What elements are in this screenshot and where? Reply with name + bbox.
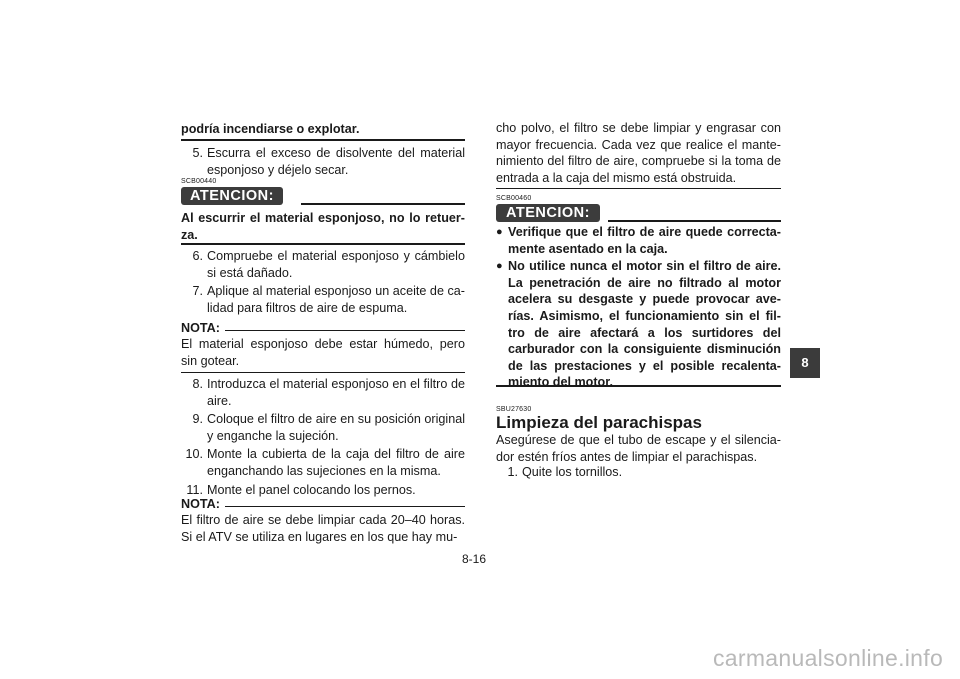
caution-code: SCB00460 <box>496 195 532 202</box>
note-label: NOTA: <box>181 321 220 335</box>
divider <box>496 188 781 189</box>
step-text: Monte la cubierta de la caja del filtro de aire enganchando las sujeciones en la misma. <box>207 447 465 478</box>
section-steps <box>496 464 781 483</box>
caution-rule <box>608 220 781 222</box>
step-number: 5. <box>192 146 203 160</box>
chapter-tab[interactable]: 8 <box>790 348 820 378</box>
step-text: Monte el panel colocando los pernos. <box>207 482 416 497</box>
step-text: Aplique al material esponjoso un aceite de ca-lidad para filtros de aire de espuma. <box>207 284 465 315</box>
note-text: El material esponjoso debe estar húmedo, pero sin gotear. <box>181 337 465 368</box>
caution-bullets <box>496 224 781 392</box>
bullet-text: Verifique que el filtro de aire quede correcta-mente asentado en la caja. <box>508 225 781 256</box>
step-text: Coloque el filtro de aire en su posición original y enganche la sujeción. <box>207 412 465 443</box>
step-number: 6. <box>192 249 203 263</box>
caution-text: Al escurrir el material esponjoso, no lo retuer-za. <box>181 211 465 242</box>
list-item <box>496 464 781 481</box>
bullet-icon: ● <box>496 226 503 238</box>
list-item <box>496 224 781 257</box>
watermark: carmanualsonline.info <box>713 645 944 671</box>
caution-rule <box>301 203 465 205</box>
note-text: El filtro de aire se debe limpiar cada 20–40 horas. Si el ATV se utiliza en lugares en los que hay mu- <box>181 513 465 544</box>
list-item <box>181 283 465 316</box>
note-rule <box>225 506 465 507</box>
list-item <box>181 446 465 479</box>
step-text: Introduzca el material esponjoso en el filtro de aire. <box>207 377 465 408</box>
step-text: Compruebe el material esponjoso y cámbielo si está dañado. <box>207 249 465 280</box>
caution-code: SCB00440 <box>181 178 217 185</box>
bullet-text: No utilice nunca el motor sin el filtro de aire. La penetración de aire no filtrado al motor acelera su desgaste y puede provocar ave-rías. Asimismo, el funcionamiento sin el fil-tro de aire afectará a los surtidores del carburador con la consiguiente disminución de las prestaciones y el posible recalenta-miento del motor. <box>508 259 781 390</box>
note-label: NOTA: <box>181 497 220 511</box>
step-number: 11. <box>186 482 203 497</box>
continued-text: cho polvo, el filtro se debe limpiar y engrasar con mayor frecuencia. Cada vez que realice el mante-nimiento del filtro de aire, compruebe si la toma de entrada a la caja del mismo está obstruida. <box>496 121 781 185</box>
section-intro: Asegúrese de que el tubo de escape y el silencia-dor estén fríos antes de limpiar el parachispas. <box>496 433 781 464</box>
list-item <box>181 411 465 444</box>
caution-badge: ATENCION: <box>496 204 600 222</box>
divider <box>181 139 465 141</box>
divider <box>181 243 465 245</box>
warning-tail: podría incendiarse o explotar. <box>181 122 360 136</box>
list-item <box>181 482 465 499</box>
divider <box>496 385 781 387</box>
bullet-icon: ● <box>496 260 503 273</box>
page-number: 8-16 <box>462 552 487 566</box>
list-item <box>181 145 465 178</box>
list-item <box>496 258 781 391</box>
divider <box>181 372 465 373</box>
section-code: SBU27630 <box>496 406 532 413</box>
step-number: 1. <box>507 465 518 479</box>
step-number: 10. <box>185 447 203 462</box>
section-title: Limpieza del parachispas <box>496 413 702 432</box>
list-item <box>181 248 465 281</box>
list-item <box>181 376 465 409</box>
step-text: Quite los tornillos. <box>522 465 623 479</box>
step-number: 9. <box>192 412 203 427</box>
caution-badge: ATENCION: <box>181 187 283 205</box>
step-number: 7. <box>192 284 203 299</box>
note-rule <box>225 330 465 331</box>
steps-list-b <box>181 248 465 318</box>
steps-list-c <box>181 376 465 500</box>
step-number: 8. <box>192 377 203 391</box>
step-text: Escurra el exceso de disolvente del material esponjoso y déjelo secar. <box>207 146 465 177</box>
steps-list-a <box>181 145 465 180</box>
